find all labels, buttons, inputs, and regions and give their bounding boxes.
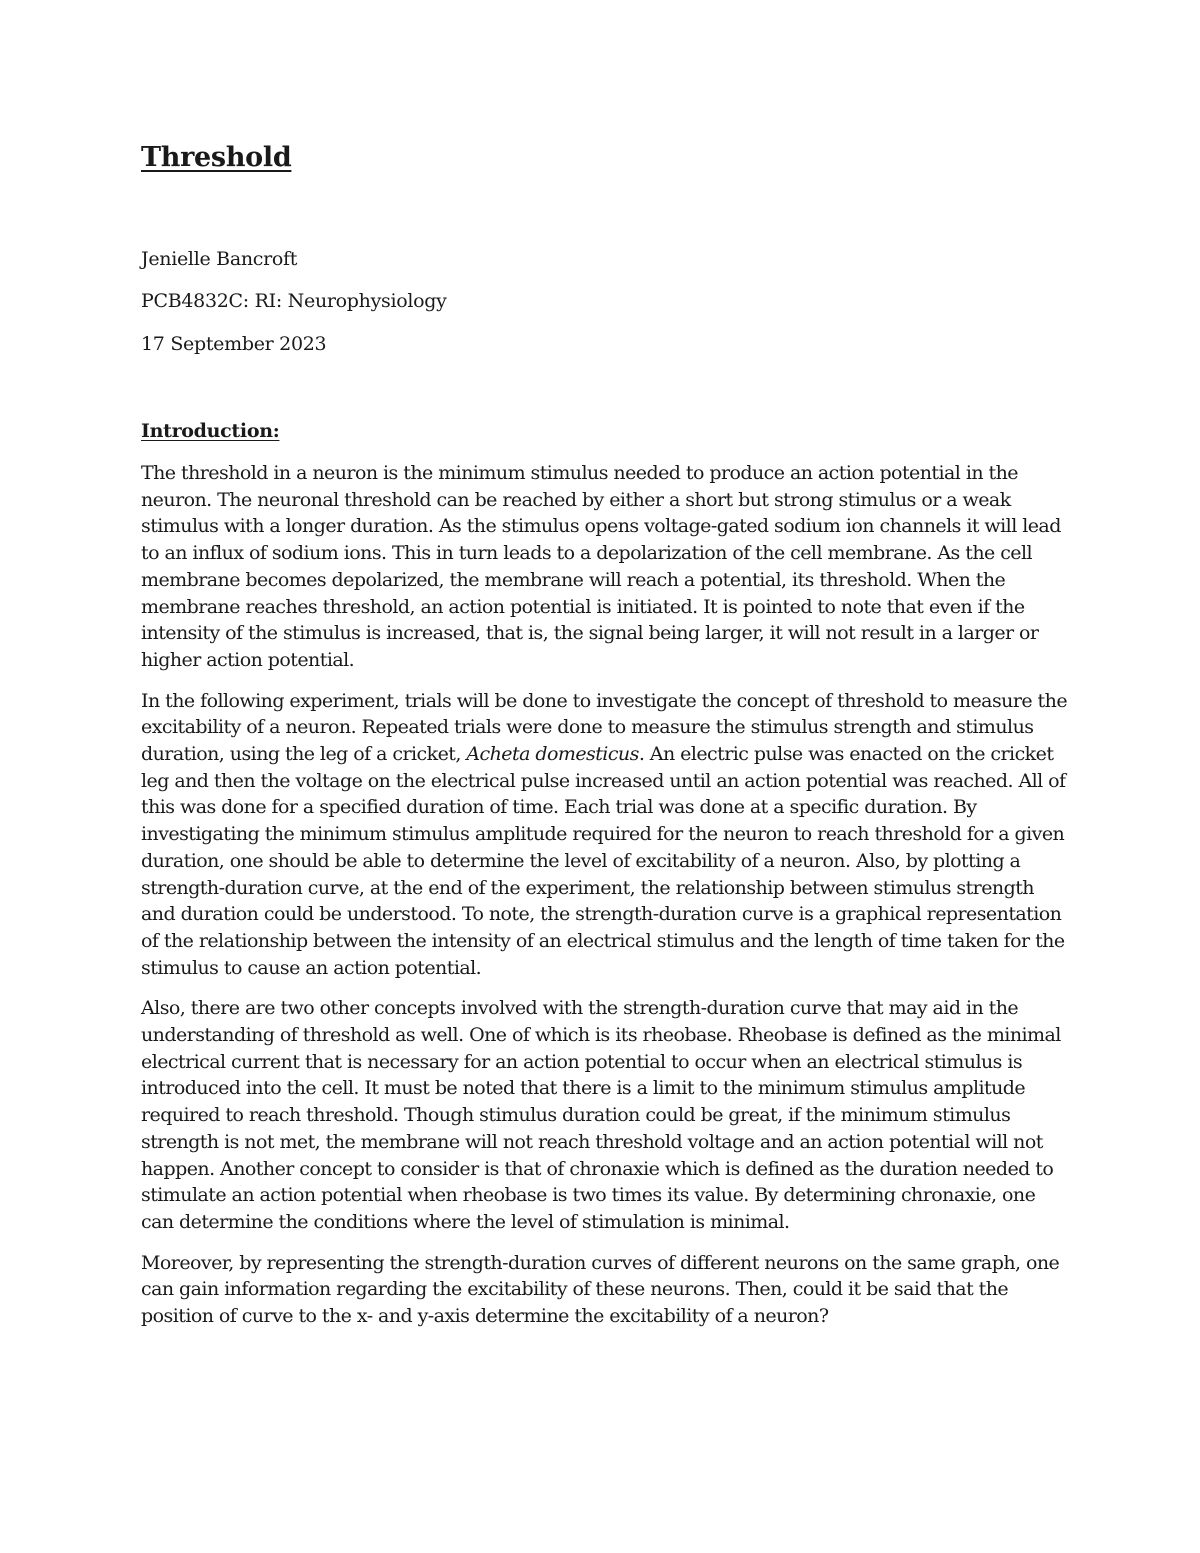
introduction-heading: Introduction:	[141, 420, 280, 442]
paragraph-2-text-end: . An electric pulse was enacted on the cricket leg and then the voltage on the electrical pulse increased until an action potential was reached. All of this was done for a specified duration of time. Each trial was done at a specific duration. By investigating the minimum stimulus amplitude required for the neuron to reach threshold for a given duration, one should be able to determine the level of excitability of a neuron. Also, by plotting a strength-duration curve, at the end of the experiment, the relationship between stimulus strength and duration could be understood. To note, the strength-duration curve is a graphical representation of the relationship between the intensity of an electrical stimulus and the length of time taken for the stimulus to cause an action potential.	[141, 743, 1066, 979]
introduction-body	[141, 460, 1073, 1344]
paragraph-3: Also, there are two other concepts involved with the strength-duration curve that may aid in the understanding of threshold as well. One of which is its rheobase. Rheobase is defined as the minimal electrical current that is necessary for an action potential to occur when an electrical stimulus is introduced into the cell. It must be noted that there is a limit to the minimum stimulus amplitude required to reach threshold. Though stimulus duration could be great, if the minimum stimulus strength is not met, the membrane will not reach threshold voltage and an action potential will not happen. Another concept to consider is that of chronaxie which is defined as the duration needed to stimulate an action potential when rheobase is two times its value. By determining chronaxie, one can determine the conditions where the level of stimulation is minimal.	[141, 997, 1061, 1233]
document-date: 17 September 2023	[141, 333, 327, 355]
paragraph-1: The threshold in a neuron is the minimum stimulus needed to produce an action potential in the neuron. The neuronal threshold can be reached by either a short but strong stimulus or a weak stimulus with a longer duration. As the stimulus opens voltage-gated sodium ion channels it will lead to an influx of sodium ions. This in turn leads to a depolarization of the cell membrane. As the cell membrane becomes depolarized, the membrane will reach a potential, its threshold. When the membrane reaches threshold, an action potential is initiated. It is pointed to note that even if the intensity of the stimulus is increased, that is, the signal being larger, it will not result in a larger or higher action potential.	[141, 462, 1061, 671]
author-name: Jenielle Bancroft	[141, 248, 298, 270]
species-name: Acheta domesticus	[466, 743, 639, 766]
paragraph-2	[141, 688, 1073, 982]
paragraph-4: Moreover, by representing the strength-duration curves of different neurons on the same graph, one can gain information regarding the excitability of these neurons. Then, could it be said that the position of curve to the x- and y-axis determine the excitability of a neuron?	[141, 1251, 1060, 1328]
document-title: Threshold	[141, 142, 292, 173]
course-name: PCB4832C: RI: Neurophysiology	[141, 290, 447, 312]
paragraph-2-text-start: In the following experiment, trials will be done to investigate the concept of threshold to measure the excitability of a neuron. Repeated trials were done to measure the stimulus strength and stimulus duration, using the leg of a cricket,	[141, 689, 1068, 766]
